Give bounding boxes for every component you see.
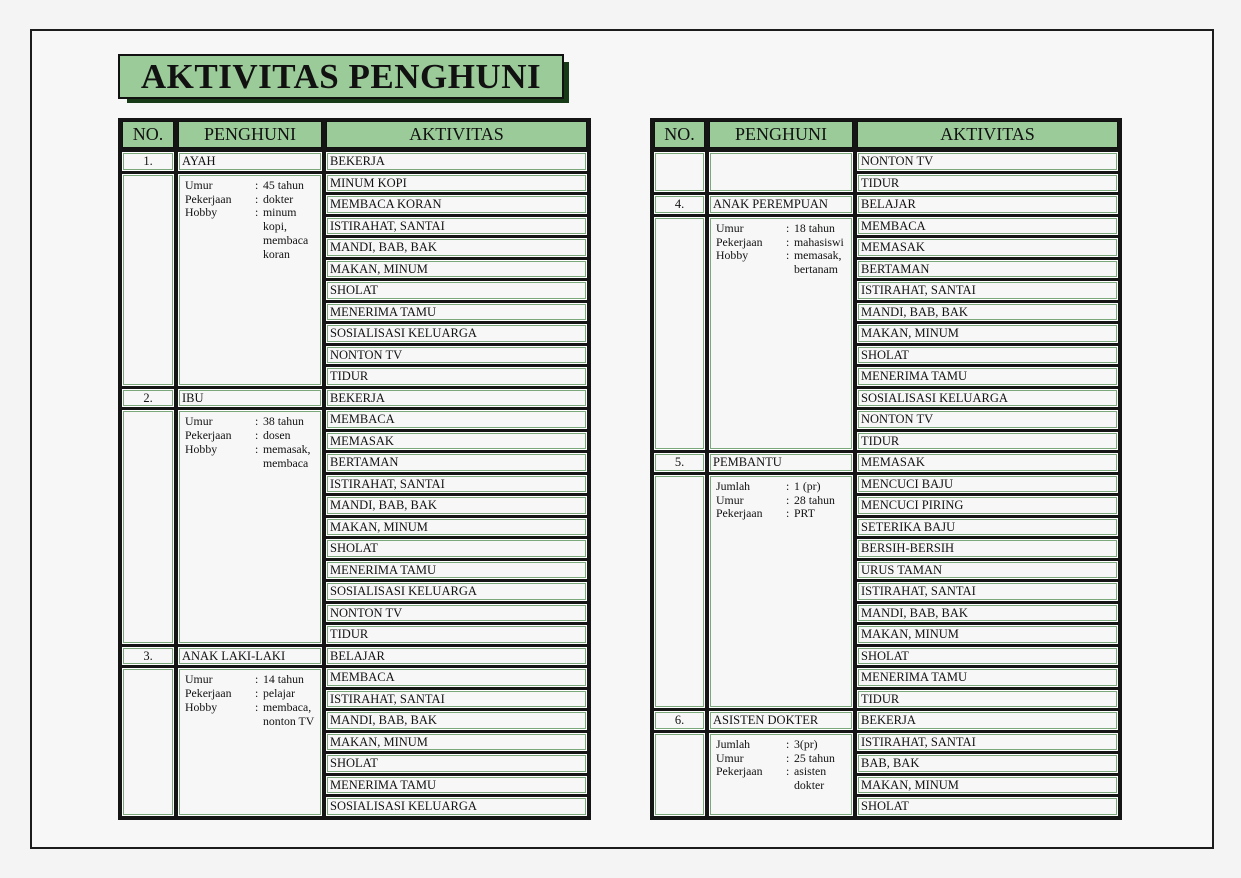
resident-number-blank	[654, 733, 705, 816]
info-value: 1 (pr)	[794, 478, 821, 493]
info-label: Jumlah	[716, 478, 751, 493]
resident-info-cell	[178, 410, 322, 644]
activity-cell: SOSIALISASI KELUARGA	[857, 389, 1118, 408]
activity-cell: MANDI, BAB, BAK	[326, 711, 587, 730]
activity-cell: NONTON TV	[326, 604, 587, 623]
activity-cell: TIDUR	[326, 625, 587, 644]
resident-name: PEMBANTU	[709, 453, 853, 472]
resident-number-blank	[122, 668, 174, 816]
activity-cell: SHOLAT	[326, 539, 587, 558]
info-value: memasak, bertanam	[794, 248, 842, 277]
activity-cell: SHOLAT	[857, 647, 1118, 666]
activity-cell: MENERIMA TAMU	[857, 367, 1118, 386]
info-label: Hobby	[185, 205, 218, 220]
activity-cell: MENERIMA TAMU	[326, 561, 587, 580]
activity-cell: MANDI, BAB, BAK	[326, 496, 587, 515]
activity-cell: TIDUR	[857, 690, 1118, 709]
activity-cell: NONTON TV	[326, 346, 587, 365]
activity-cell: BERTAMAN	[857, 260, 1118, 279]
info-label: Umur	[185, 414, 213, 429]
activity-cell: ISTIRAHAT, SANTAI	[857, 582, 1118, 601]
activity-cell: NONTON TV	[857, 152, 1118, 171]
resident-number: 2.	[122, 389, 174, 408]
info-row	[185, 701, 321, 729]
activity-cell: BELAJAR	[857, 195, 1118, 214]
activity-cell: MENERIMA TAMU	[326, 776, 587, 795]
activity-cell: TIDUR	[326, 367, 587, 386]
resident-name: ANAK LAKI-LAKI	[178, 647, 322, 666]
activity-cell: MAKAN, MINUM	[326, 518, 587, 537]
column-header-no: NO.	[654, 121, 705, 148]
resident-name: IBU	[178, 389, 322, 408]
info-value: membaca, nonton TV	[263, 699, 315, 728]
activity-cell: MENERIMA TAMU	[857, 668, 1118, 687]
resident-number: 3.	[122, 647, 174, 666]
resident-info-cell	[709, 475, 853, 709]
resident-info-cell	[709, 733, 853, 816]
resident-info	[185, 179, 321, 262]
info-colon: :	[255, 177, 259, 192]
activity-cell: MANDI, BAB, BAK	[857, 303, 1118, 322]
activity-cell: TIDUR	[857, 432, 1118, 451]
activity-cell: MANDI, BAB, BAK	[857, 604, 1118, 623]
info-label: Jumlah	[716, 736, 751, 751]
activity-cell: MENCUCI PIRING	[857, 496, 1118, 515]
resident-info-blank	[709, 152, 853, 192]
info-colon: :	[786, 764, 790, 779]
info-label: Hobby	[185, 699, 218, 714]
info-row	[716, 507, 852, 521]
info-colon: :	[255, 672, 259, 687]
info-value: 38 tahun	[263, 414, 304, 429]
activity-cell: MAKAN, MINUM	[857, 324, 1118, 343]
info-row	[716, 480, 852, 494]
info-row	[716, 222, 852, 236]
activity-cell: SHOLAT	[326, 754, 587, 773]
info-value: mahasiswi	[794, 234, 844, 249]
info-value: 3(pr)	[794, 736, 818, 751]
info-label: Umur	[716, 750, 744, 765]
activity-cell: ISTIRAHAT, SANTAI	[857, 281, 1118, 300]
activity-cell: BERSIH-BERSIH	[857, 539, 1118, 558]
activity-cell: SETERIKA BAJU	[857, 518, 1118, 537]
activity-cell: MEMBACA	[326, 410, 587, 429]
info-row	[185, 206, 321, 261]
activity-cell: ISTIRAHAT, SANTAI	[326, 475, 587, 494]
activity-cell: MINUM KOPI	[326, 174, 587, 193]
info-colon: :	[255, 414, 259, 429]
info-colon: :	[786, 492, 790, 507]
activity-cell: URUS TAMAN	[857, 561, 1118, 580]
info-value: memasak, membaca	[263, 441, 311, 470]
resident-number: 6.	[654, 711, 705, 730]
info-row	[185, 687, 321, 701]
info-colon: :	[786, 234, 790, 249]
info-colon: :	[255, 205, 259, 220]
info-label: Pekerjaan	[185, 191, 232, 206]
info-label: Pekerjaan	[716, 764, 763, 779]
info-label: Umur	[716, 220, 744, 235]
resident-info	[716, 480, 852, 521]
activity-cell: MEMBACA	[326, 668, 587, 687]
info-label: Hobby	[185, 441, 218, 456]
activity-cell: BERTAMAN	[326, 453, 587, 472]
info-label: Pekerjaan	[185, 686, 232, 701]
info-row	[716, 752, 852, 766]
resident-number: 5.	[654, 453, 705, 472]
column-header-aktivitas: AKTIVITAS	[857, 121, 1118, 148]
resident-number-blank	[122, 410, 174, 644]
info-row	[185, 193, 321, 207]
info-value: 18 tahun	[794, 220, 835, 235]
info-row	[185, 429, 321, 443]
resident-name: ASISTEN DOKTER	[709, 711, 853, 730]
info-colon: :	[786, 506, 790, 521]
info-colon: :	[255, 441, 259, 456]
resident-info-cell	[709, 217, 853, 451]
activity-cell: ISTIRAHAT, SANTAI	[857, 733, 1118, 752]
activity-cell: MEMASAK	[857, 453, 1118, 472]
resident-number: 4.	[654, 195, 705, 214]
info-row	[716, 494, 852, 508]
column-header-penghuni: PENGHUNI	[178, 121, 322, 148]
activity-cell: BAB, BAK	[857, 754, 1118, 773]
info-row	[185, 179, 321, 193]
info-label: Pekerjaan	[716, 234, 763, 249]
info-row	[716, 236, 852, 250]
page-title: AKTIVITAS PENGHUNI	[118, 54, 564, 99]
activity-cell: SOSIALISASI KELUARGA	[326, 582, 587, 601]
info-colon: :	[786, 220, 790, 235]
resident-number-blank	[654, 152, 705, 192]
info-value: asisten dokter	[794, 764, 827, 793]
info-colon: :	[786, 478, 790, 493]
info-colon: :	[255, 191, 259, 206]
activity-cell: MEMASAK	[326, 432, 587, 451]
resident-number: 1.	[122, 152, 174, 171]
info-label: Umur	[185, 672, 213, 687]
info-label: Umur	[716, 492, 744, 507]
resident-info	[716, 738, 852, 793]
info-row	[185, 443, 321, 471]
activity-cell: MEMBACA KORAN	[326, 195, 587, 214]
info-value: 28 tahun	[794, 492, 835, 507]
column-header-aktivitas: AKTIVITAS	[326, 121, 587, 148]
activity-cell: SOSIALISASI KELUARGA	[326, 797, 587, 816]
resident-number-blank	[122, 174, 174, 386]
activity-cell: SOSIALISASI KELUARGA	[326, 324, 587, 343]
info-row	[716, 765, 852, 793]
info-colon: :	[786, 750, 790, 765]
resident-info	[716, 222, 852, 277]
resident-number-blank	[654, 475, 705, 709]
info-colon: :	[255, 428, 259, 443]
info-label: Pekerjaan	[716, 506, 763, 521]
activity-cell: SHOLAT	[857, 797, 1118, 816]
resident-info	[185, 415, 321, 470]
resident-name: AYAH	[178, 152, 322, 171]
info-label: Hobby	[716, 248, 749, 263]
activity-cell: TIDUR	[857, 174, 1118, 193]
activity-cell: ISTIRAHAT, SANTAI	[326, 690, 587, 709]
info-value: dokter	[263, 191, 294, 206]
activity-cell: MAKAN, MINUM	[857, 625, 1118, 644]
info-value: dosen	[263, 428, 291, 443]
activity-cell: MEMASAK	[857, 238, 1118, 257]
info-value: 25 tahun	[794, 750, 835, 765]
activity-cell: BEKERJA	[326, 389, 587, 408]
info-label: Pekerjaan	[185, 428, 232, 443]
info-colon: :	[786, 736, 790, 751]
activity-cell: MENCUCI BAJU	[857, 475, 1118, 494]
activity-cell: NONTON TV	[857, 410, 1118, 429]
resident-info-cell	[178, 668, 322, 816]
activity-cell: BEKERJA	[857, 711, 1118, 730]
resident-info-cell	[178, 174, 322, 386]
activity-cell: BELAJAR	[326, 647, 587, 666]
info-row	[185, 673, 321, 687]
column-header-no: NO.	[122, 121, 174, 148]
info-value: 14 tahun	[263, 672, 304, 687]
info-value: pelajar	[263, 686, 296, 701]
resident-number-blank	[654, 217, 705, 451]
info-colon: :	[255, 686, 259, 701]
info-row	[716, 738, 852, 752]
info-label: Umur	[185, 177, 213, 192]
info-row	[716, 249, 852, 277]
activity-cell: ISTIRAHAT, SANTAI	[326, 217, 587, 236]
activity-cell: MANDI, BAB, BAK	[326, 238, 587, 257]
info-colon: :	[786, 248, 790, 263]
activity-cell: MAKAN, MINUM	[326, 260, 587, 279]
activity-cell: MEMBACA	[857, 217, 1118, 236]
column-header-penghuni: PENGHUNI	[709, 121, 853, 148]
activity-cell: BEKERJA	[326, 152, 587, 171]
activity-cell: SHOLAT	[857, 346, 1118, 365]
activity-cell: MAKAN, MINUM	[857, 776, 1118, 795]
resident-name: ANAK PEREMPUAN	[709, 195, 853, 214]
activity-cell: MENERIMA TAMU	[326, 303, 587, 322]
activity-cell: SHOLAT	[326, 281, 587, 300]
resident-info	[185, 673, 321, 728]
activity-cell: MAKAN, MINUM	[326, 733, 587, 752]
info-value: minum kopi, membaca koran	[263, 205, 309, 261]
info-value: PRT	[794, 506, 815, 521]
info-colon: :	[255, 699, 259, 714]
info-row	[185, 415, 321, 429]
info-value: 45 tahun	[263, 177, 304, 192]
